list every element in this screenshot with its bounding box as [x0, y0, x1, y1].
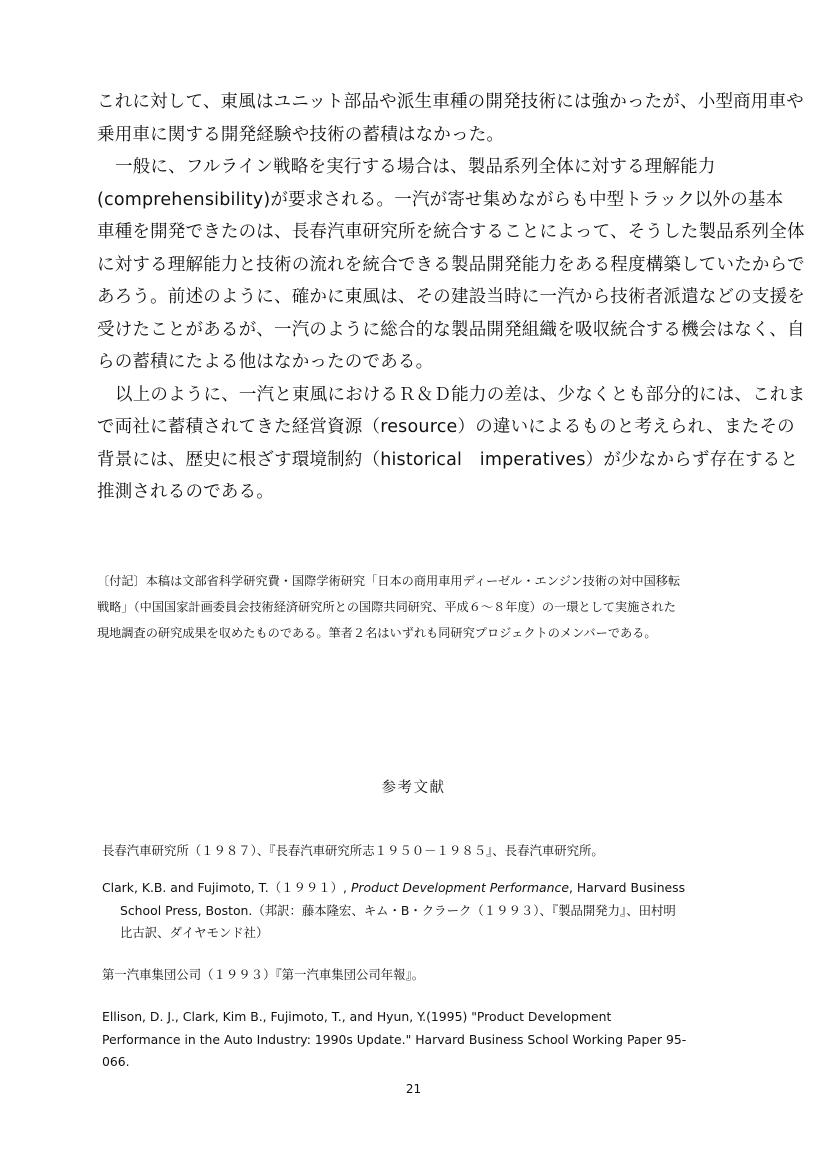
- references-heading: 参考文献: [381, 780, 446, 796]
- body-line: 乗用車に関する開発経験や技術の蓄積はなかった。: [97, 124, 505, 145]
- body-text: [97, 86, 806, 509]
- reference-item: [102, 1006, 782, 1074]
- body-line: 一般に、フルライン戦略を実行する場合は、製品系列全体に対する理解能力: [115, 157, 716, 177]
- note-line: 〔付記〕本稿は文部省科学研究費・国際学術研究「日本の商用車用ディーゼル・エンジン技術の対中国移転: [97, 574, 681, 588]
- note-line: 現地調査の研究成果を収めたものである。筆者２名はいずれも同研究プロジェクトのメンバーである。: [97, 626, 657, 640]
- body-line: (comprehensibility)が要求される。一汽が寄せ集めながらも中型トラック以外の基本: [97, 189, 784, 210]
- reference-text: 比古訳、ダイヤモンド社）: [120, 925, 269, 940]
- reference-text: 第一汽車集団公司（１９９３）『第一汽車集団公司年報』。: [102, 967, 425, 982]
- reference-line: [102, 877, 782, 900]
- body-line: 推測されるのである。: [97, 482, 274, 502]
- body-line: これに対して、東風はユニット部品や派生車種の開発技術には強かったが、小型商用車や: [97, 92, 804, 112]
- reference-text: 長春汽車研究所（１９８７）、『長春汽車研究所志１９５０－１９８５』、長春汽車研究所。: [102, 843, 604, 858]
- reference-text: Ellison, D. J., Clark, Kim B., Fujimoto, T., and Hyun, Y.(1995) "Product Development: [102, 1009, 612, 1024]
- acknowledgement-note: [97, 568, 787, 646]
- reference-item: [102, 877, 782, 945]
- reference-text: Clark, K.B. and Fujimoto, T.（１９９１）,: [102, 880, 351, 895]
- body-line: で両社に蓄積されてきた経営資源（resource）の違いによるものと考えられ、またその: [97, 417, 795, 437]
- body-line: に対する理解能力と技術の流れを統合できる製品開発能力をある程度構築していたからで: [97, 254, 805, 275]
- body-line: らの蓄積にたよる他はなかったのである。: [97, 352, 434, 372]
- body-line: あろう。前述のように、確かに東風は、その建設当時に一汽から技術者派遣などの支援を: [97, 287, 805, 307]
- body-line: 背景には、歴史に根ざす環境制約（historical imperatives）が少なからず存在すると: [97, 449, 799, 470]
- reference-text: 066.: [102, 1054, 130, 1069]
- note-line: 戦略」（中国国家計画委員会技術経済研究所との国際共同研究、平成６～８年度）の一環として実施された: [97, 600, 676, 614]
- body-line: 車種を開発できたのは、長春汽車研究所を統合することによって、そうした製品系列全体: [97, 222, 805, 242]
- reference-text: Performance in the Auto Industry: 1990s Update." Harvard Business School Working Paper 95-: [102, 1031, 687, 1047]
- reference-book-title: Product Development Performance: [350, 880, 569, 895]
- reference-text: School Press, Boston.（邦訳：藤本隆宏、キム・B・クラーク（１９９３）、『製品開発力』、田村明: [120, 902, 676, 918]
- reference-text: , Harvard Business: [568, 880, 686, 895]
- body-line: 受けたことがあるが、一汽のように総合的な製品開発組織を吸収統合する機会はなく、自: [97, 319, 805, 340]
- page-number: 21: [405, 1082, 422, 1096]
- reference-item: [102, 840, 782, 863]
- body-line: 以上のように、一汽と東風におけるＲ＆Ｄ能力の差は、少なくとも部分的には、これま: [115, 384, 806, 405]
- reference-item: [102, 964, 782, 987]
